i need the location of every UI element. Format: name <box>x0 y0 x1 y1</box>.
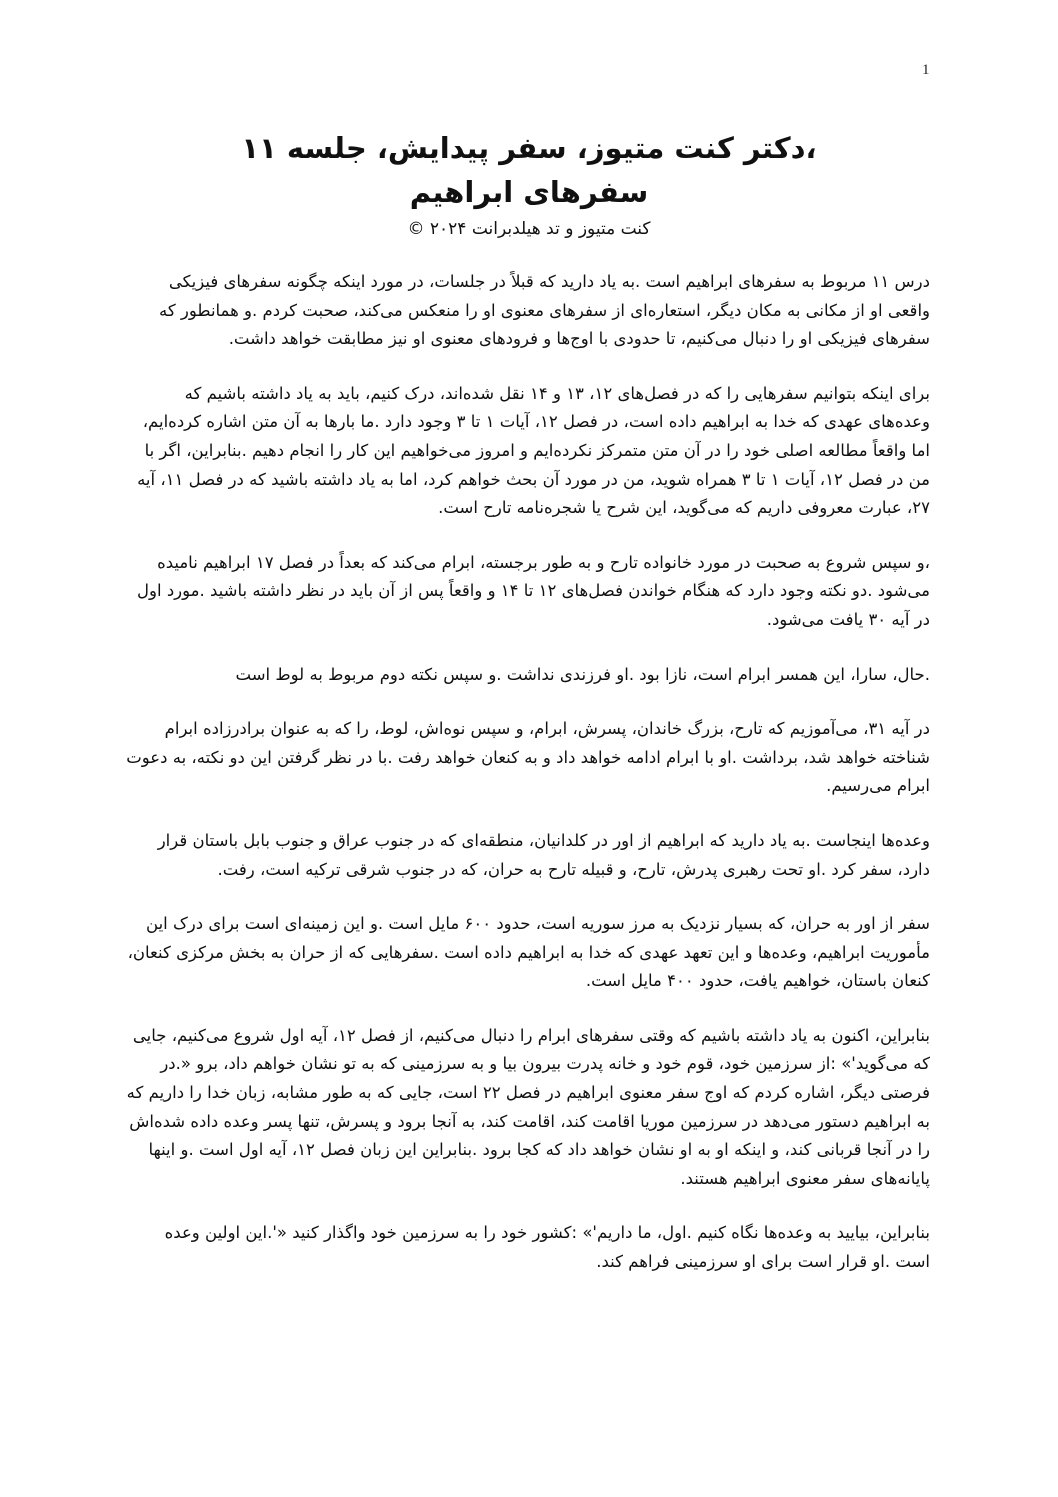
paragraph: سفر از اور به حران، که بسیار نزدیک به مرز سوریه است، حدود ۶۰۰ مایل است .و این زمینه‌ای است برای درک این مأموریت ابراهیم، وعده‌ها و این تعهد عهدی که خدا به ابراهیم داده است .سفرهایی که از حران به بخش مرکزی کنعان، کنعان باستان، خواهیم یافت، حدود ۴۰۰ مایل است. <box>127 914 930 991</box>
document-title: ،دکتر کنت متیوز، سفر پیدایش، جلسه ۱۱ <box>241 131 817 165</box>
document-body <box>126 268 930 1303</box>
paragraph: ،و سپس شروع به صحبت در مورد خانواده تارح و به طور برجسته، ابرام می‌کند که بعداً در فصل ۱۷ ابراهیم نامیده می‌شود .دو نکته وجود دارد که هنگام خواندن فصل‌های ۱۲ تا ۱۴ و واقعاً پس از آن باید در نظر داشته باشید .مورد اول در آیه ۳۰ یافت می‌شود. <box>137 552 930 629</box>
paragraph: بنابراین، بیایید به وعده‌ها نگاه کنیم .اول، ما داریم'» :کشور خود را به سرزمین خود واگذار کنید «'.این اولین وعده است .او قرار است برای او سرزمینی فراهم کند. <box>164 1223 930 1272</box>
paragraph: .حال، سارا، این همسر ابرام است، نازا بود .او فرزندی نداشت .و سپس نکته دوم مربوط به لوط است <box>235 664 930 684</box>
paragraph: درس ۱۱ مربوط به سفرهای ابراهیم است .به یاد دارید که قبلاً در جلسات، در مورد اینکه چگونه سفرهای فیزیکی واقعی او از مکانی به مکان دیگر، استعاره‌ای از سفرهای معنوی او را منعکس می‌کند، صحبت کردم .و همانطور که سفرهای فیزیکی او را دنبال می‌کنیم، تا حدودی با اوج‌ها و فرودهای معنوی او نیز مطابقت خواهد داشت. <box>158 272 930 349</box>
document-subtitle: سفرهای ابراهیم <box>409 175 649 209</box>
paragraph: برای اینکه بتوانیم سفرهایی را که در فصل‌های ۱۲، ۱۳ و ۱۴ نقل شده‌اند، درک کنیم، باید به یاد داشته باشیم که وعده‌های عهدی که خدا به ابراهیم داده است، در فصل ۱۲، آیات ۱ تا ۳ وجود دارد .ما بارها به آن متن اشاره کرده‌ایم، اما واقعاً مطالعه اصلی خود را در آن متن متمرکز نکرده‌ایم و امروز می‌خواهیم این کار را انجام دهیم .بنابراین، اگر با من در فصل ۱۲، آیات ۱ تا ۳ همراه شوید، من در مورد آن بحث خواهم کرد، اما به یاد داشته باشید که در فصل ۱۱، آیه ۲۷، عبارت معروفی داریم که می‌گوید، این شرح یا شجره‌نامه تارح است. <box>137 383 930 518</box>
paragraph: بنابراین، اکنون به یاد داشته باشیم که وقتی سفرهای ابرام را دنبال می‌کنیم، از فصل ۱۲، آیه اول شروع می‌کنیم، جایی که می‌گوید'» :از سرزمین خود، قوم خود و خانه پدرت بیرون بیا و به سرزمینی که به تو نشان خواهم داد، برو «.در فرصتی دیگر، اشاره کردم که اوج سفر معنوی ابراهیم در فصل ۲۲ است، جایی که به طور مشابه، زبان خدا را داریم که به ابراهیم دستور می‌دهد در سرزمین موریا اقامت کند، اقامت کند، به آنجا برود و پسرش، تنها پسر وعده داده شده‌اش را در آنجا قربانی کند، و اینکه او به او نشان خواهد داد که کجا برود .بنابراین این زبان فصل ۱۲، آیه اول است .و اینها پایانه‌های سفر معنوی ابراهیم هستند. <box>126 1025 930 1188</box>
copyright-line: کنت متیوز و تد هیلدبرانت ۲۰۲۴ © <box>407 219 651 239</box>
paragraph: وعده‌ها اینجاست .به یاد دارید که ابراهیم از اور در کلدانیان، منطقه‌ای که در جنوب عراق و جنوب بابل باستان قرار دارد، سفر کرد .او تحت رهبری پدرش، تارح، و قبیله تارح به حران، که در جنوب شرقی ترکیه است، رفت. <box>157 830 930 879</box>
paragraph: در آیه ۳۱، می‌آموزیم که تارح، بزرگ خاندان، پسرش، ابرام، و سپس نوه‌اش، لوط، را که به عنوان برادرزاده ابرام شناخته خواهد شد، برداشت .او با ابرام ادامه خواهد داد و به کنعان خواهد رفت .با در نظر گرفتن این دو نکته، به دعوت ابرام می‌رسیم. <box>126 719 930 796</box>
page-number: 1 <box>922 62 930 78</box>
document-header <box>120 126 938 242</box>
